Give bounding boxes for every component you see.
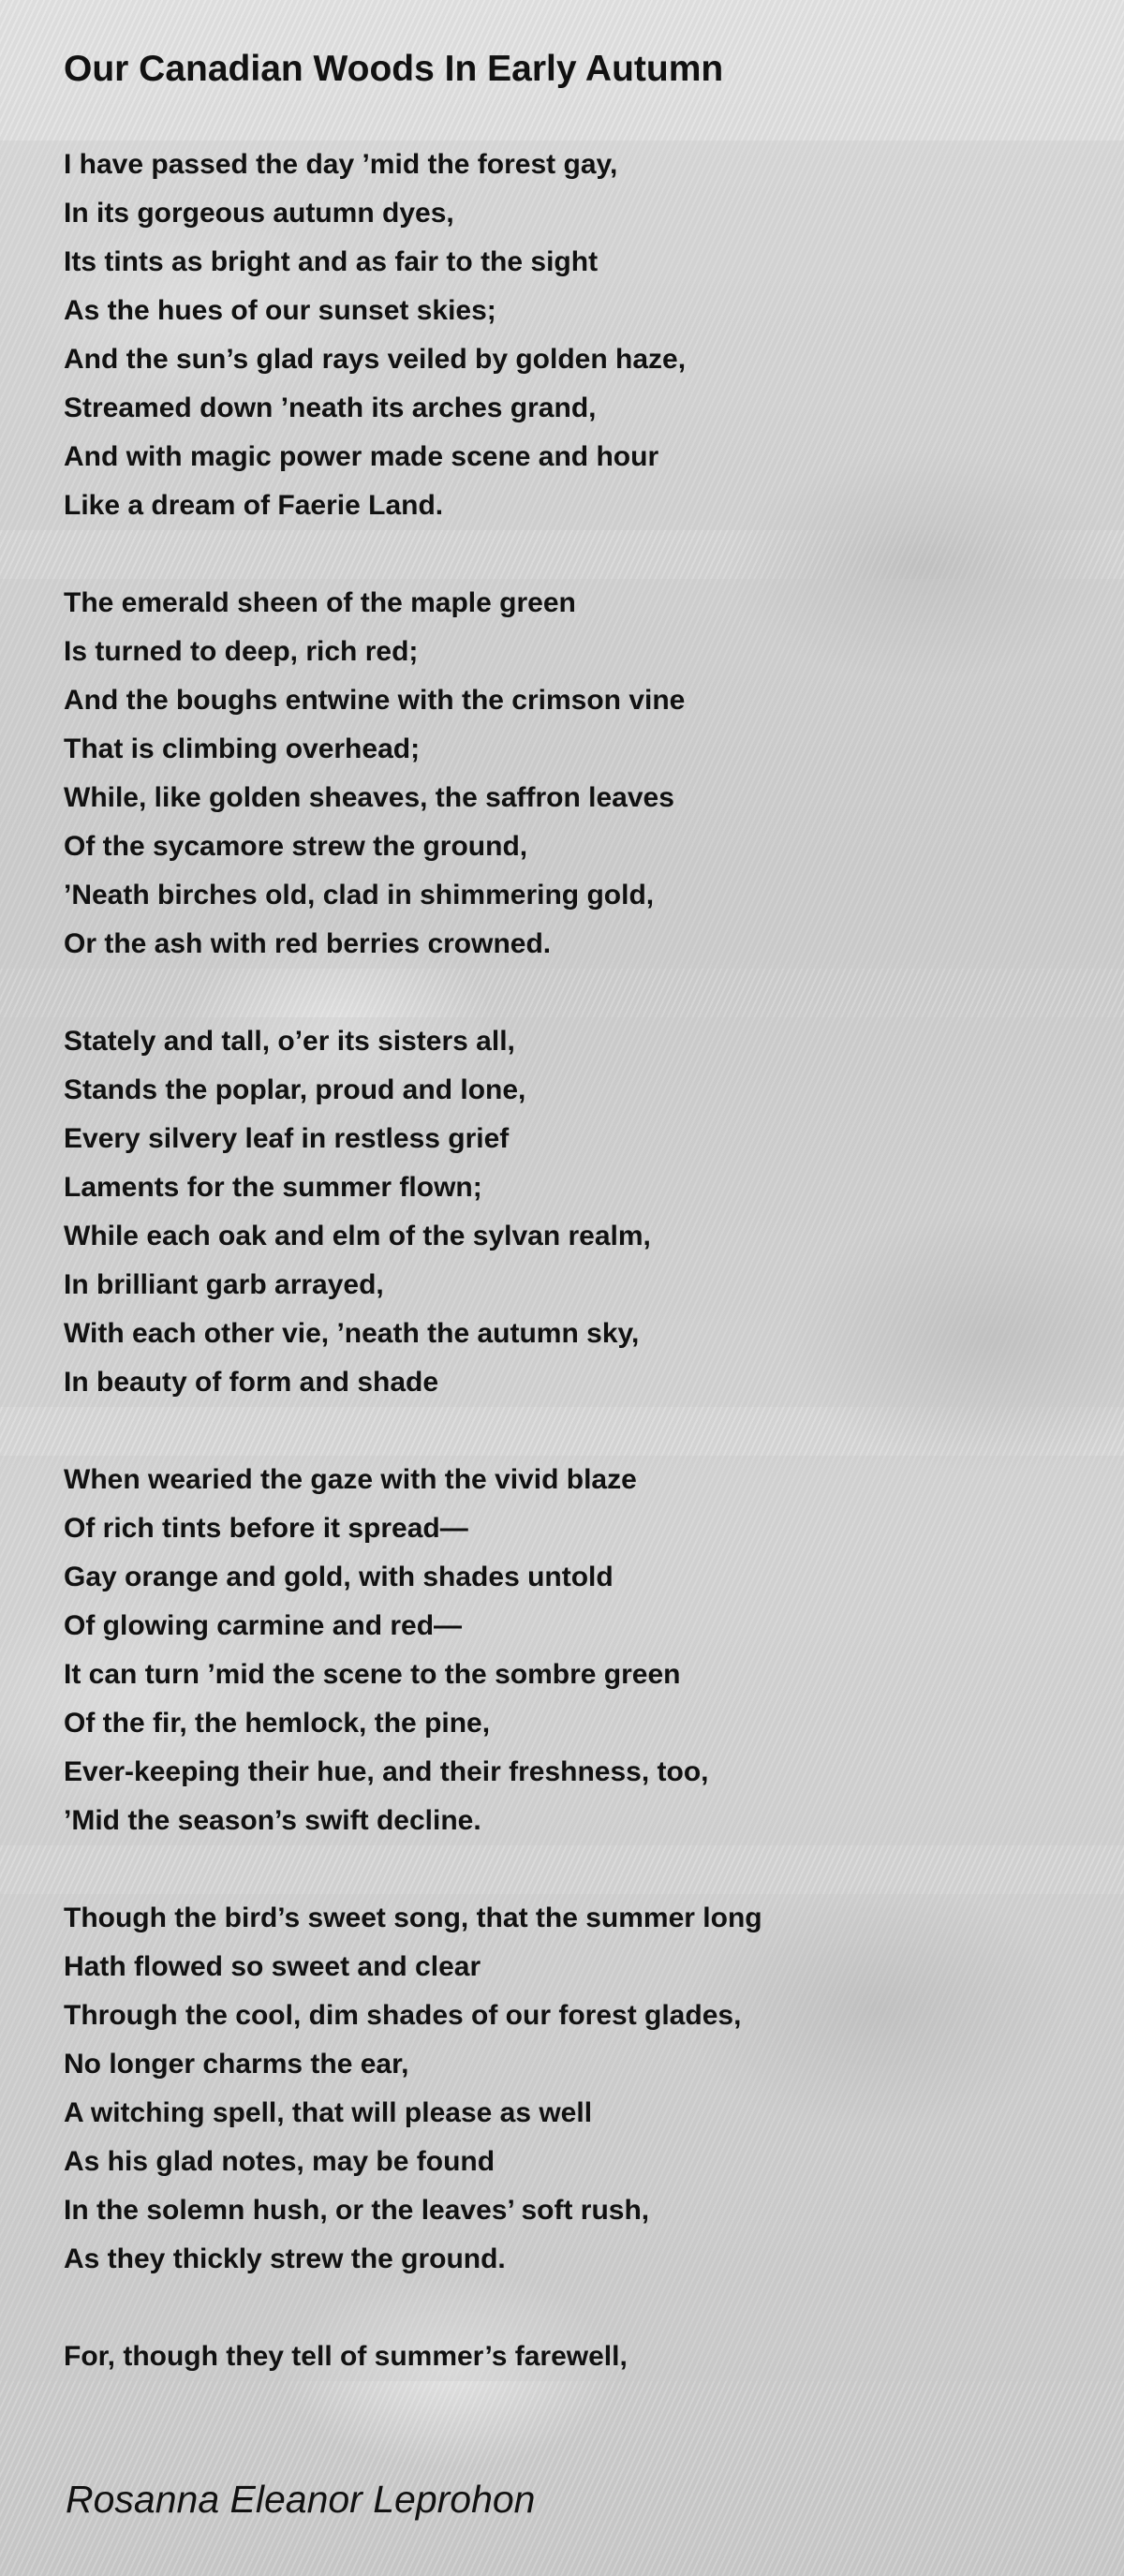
poem-line: No longer charms the ear, [64,2049,409,2080]
poem-title: Our Canadian Woods In Early Autumn [64,49,724,89]
poem-line: With each other vie, ’neath the autumn sky, [64,1318,640,1349]
stanza-2 [0,579,1124,969]
poem-line: While each oak and elm of the sylvan realm, [64,1221,651,1251]
poem-line: While, like golden sheaves, the saffron leaves [64,782,674,813]
poem-line: I have passed the day ’mid the forest gay, [64,149,618,180]
poem-line: ’Neath birches old, clad in shimmering gold, [64,880,655,910]
poem-line: As his glad notes, may be found [64,2146,495,2177]
poem-line: In its gorgeous autumn dyes, [64,198,454,229]
stanza-4 [0,1456,1124,1845]
poem-line: In brilliant garb arrayed, [64,1269,384,1300]
poem-line: And with magic power made scene and hour [64,441,659,472]
poem-line: And the boughs entwine with the crimson vine [64,685,686,716]
poem-line: Though the bird’s sweet song, that the summer long [64,1902,762,1933]
poem-line: ’Mid the season’s swift decline. [64,1805,481,1836]
poem-line: Its tints as bright and as fair to the sight [64,246,599,277]
poem-line: As they thickly strew the ground. [64,2243,506,2274]
poem-line: Hath flowed so sweet and clear [64,1951,481,1982]
poem-line: It can turn ’mid the scene to the sombre green [64,1659,681,1690]
poem-line: Of rich tints before it spread— [64,1513,468,1544]
poem-line: Of the fir, the hemlock, the pine, [64,1708,491,1739]
stanza-break [64,2284,1124,2332]
poem-line: Or the ash with red berries crowned. [64,928,552,959]
poem-line: Gay orange and gold, with shades untold [64,1562,614,1592]
poem-line: Laments for the summer flown; [64,1172,482,1203]
stanza-1 [0,141,1124,530]
poem-line: Stands the poplar, proud and lone, [64,1074,526,1105]
poem-line: Through the cool, dim shades of our forest glades, [64,2000,742,2031]
poem-line: And the sun’s glad rays veiled by golden haze, [64,344,687,375]
poem-line: When wearied the gaze with the vivid blaze [64,1464,637,1495]
poem-line: In the solemn hush, or the leaves’ soft rush, [64,2195,650,2226]
stanza-5 [0,1894,1124,2381]
poem-line: A witching spell, that will please as well [64,2097,593,2128]
poem-line: Every silvery leaf in restless grief [64,1123,510,1154]
poem-line: The emerald sheen of the maple green [64,587,576,618]
poem-line: Is turned to deep, rich red; [64,636,419,667]
poem-line: Ever-keeping their hue, and their freshness, too, [64,1756,709,1787]
poem-line: Of glowing carmine and red— [64,1610,463,1641]
poem-author: Rosanna Eleanor Leprohon [66,2478,536,2521]
poem-line: That is climbing overhead; [64,733,421,764]
poem-line: In beauty of form and shade [64,1367,439,1398]
poem-line: Of the sycamore strew the ground, [64,831,528,862]
poem-line: As the hues of our sunset skies; [64,295,496,326]
poem-line: Streamed down ’neath its arches grand, [64,392,597,423]
poem-line: Stately and tall, o’er its sisters all, [64,1026,515,1057]
poem-line: For, though they tell of summer’s farewell, [64,2341,628,2372]
stanza-3 [0,1017,1124,1407]
poem-line: Like a dream of Faerie Land. [64,490,444,521]
